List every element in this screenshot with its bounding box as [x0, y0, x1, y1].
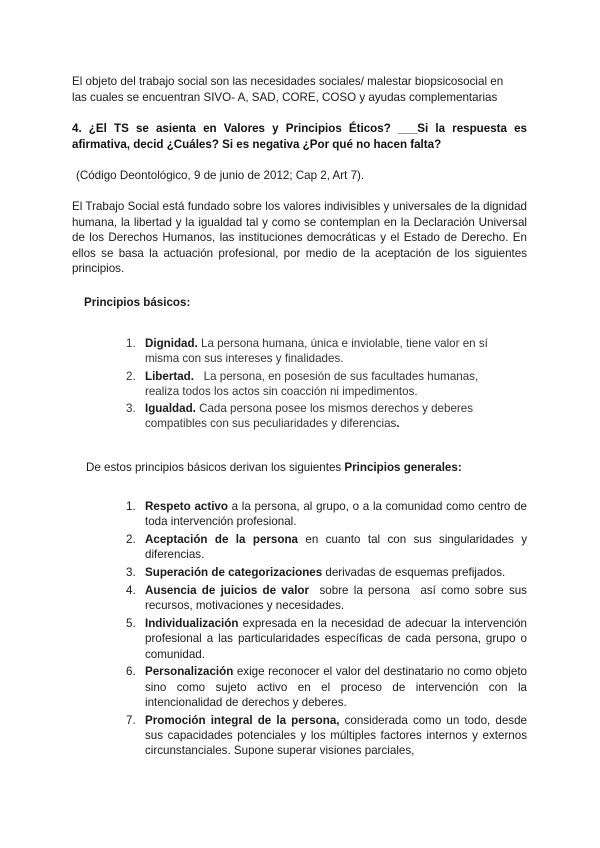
- principle-title: Superación de categorizaciones: [145, 566, 323, 580]
- general-principles-intro: De estos principios básicos derivan los siguientes Principios generales:: [86, 461, 462, 474]
- citation: (Código Deontológico, 9 de junio de 2012; Cap 2, Art 7).: [76, 169, 365, 182]
- principle-title: Igualdad.: [145, 402, 196, 416]
- list-item: 2. Aceptación de la persona en cuanto tal con sus singularidades y diferencias.: [126, 533, 527, 562]
- principle-title: Aceptación de la persona: [145, 533, 298, 547]
- principle-text: Cada persona posee los mismos derechos y deberes compatibles con sus peculiaridades y diferencias: [145, 402, 474, 431]
- principle-title: Respeto activo: [145, 500, 228, 513]
- principle-title: Ausencia de juicios de valor: [145, 583, 310, 597]
- principle-title: Promoción integral de la persona,: [145, 713, 340, 727]
- question-4: 4. ¿El TS se asienta en Valores y Principios Éticos? ___Si la respuesta es afirmativa, decid ¿Cuáles? Si es negativa ¿Por qué no hacen falta?: [72, 122, 527, 151]
- general-principles-list: [126, 499, 531, 761]
- list-item: 5. Individualización expresada en la necesidad de adecuar la intervención profesional a las particularidades específicas de cada persona, grupo o comunidad.: [126, 617, 527, 661]
- list-item: 4. Ausencia de juicios de valor sobre la persona así como sobre sus recursos, motivaciones y necesidades.: [126, 583, 531, 613]
- values-paragraph: El Trabajo Social está fundado sobre los valores indivisibles y universales de la dignidad humana, la libertad y la igualdad tal y como se contemplan en la Declaración Universal de los Derechos Humanos, las instituciones democráticas y el Estado de Derecho. En ellos se basa la actuación profesional, por medio de la aceptación de los siguientes principios.: [72, 200, 527, 275]
- list-item: 6. Personalización exige reconocer el valor del destinatario no como objeto sino como sujeto activo en el proceso de intervención con la intencionalidad de derechos y deberes.: [126, 665, 527, 710]
- principle-title: Dignidad.: [145, 337, 198, 350]
- principle-title: Personalización: [145, 665, 234, 679]
- principle-text: La persona humana, única e inviolable, tiene valor en sí misma con sus intereses y finalidades.: [145, 337, 488, 366]
- basic-principles-heading: Principios básicos:: [84, 296, 191, 309]
- principle-text: La persona, en posesión de sus facultades humanas, realiza todos los actos sin coacción ni impedimentos.: [145, 369, 482, 398]
- intro-line-1: El objeto del trabajo social son las necesidades sociales/ malestar biopsicosocial en: [72, 75, 504, 88]
- principle-title: Individualización: [145, 617, 239, 631]
- principle-title: Libertad.: [145, 369, 194, 383]
- list-item: 1. Dignidad. La persona humana, única e inviolable, tiene valor en sí misma con sus intereses y finalidades.: [126, 337, 488, 366]
- intro-paragraph: [72, 74, 527, 105]
- list-item: 2. Libertad. La persona, en posesión de sus facultades humanas, realiza todos los actos sin coacción ni impedimentos.: [126, 369, 482, 398]
- intro-line-2: las cuales se encuentran SIVO- A, SAD, CORE, COSO y ayudas complementarias: [72, 90, 498, 104]
- list-item: 7. Promoción integral de la persona, considerada como un todo, desde sus capacidades potenciales y los múltiples factores internos y externos circunstanciales. Supone superar visiones parciales,: [126, 713, 527, 758]
- list-item: 3. Igualdad. Cada persona posee los mismos derechos y deberes compatibles con sus peculiaridades y diferencias.: [126, 402, 474, 431]
- basic-principles-list: [126, 336, 504, 434]
- list-item: 1. Respeto activo a la persona, al grupo, o a la comunidad como centro de toda intervención profesional.: [126, 500, 527, 529]
- list-item: 3. Superación de categorizaciones derivadas de esquemas prefijados.: [126, 566, 506, 580]
- general-principles-heading: Principios generales:: [344, 461, 462, 474]
